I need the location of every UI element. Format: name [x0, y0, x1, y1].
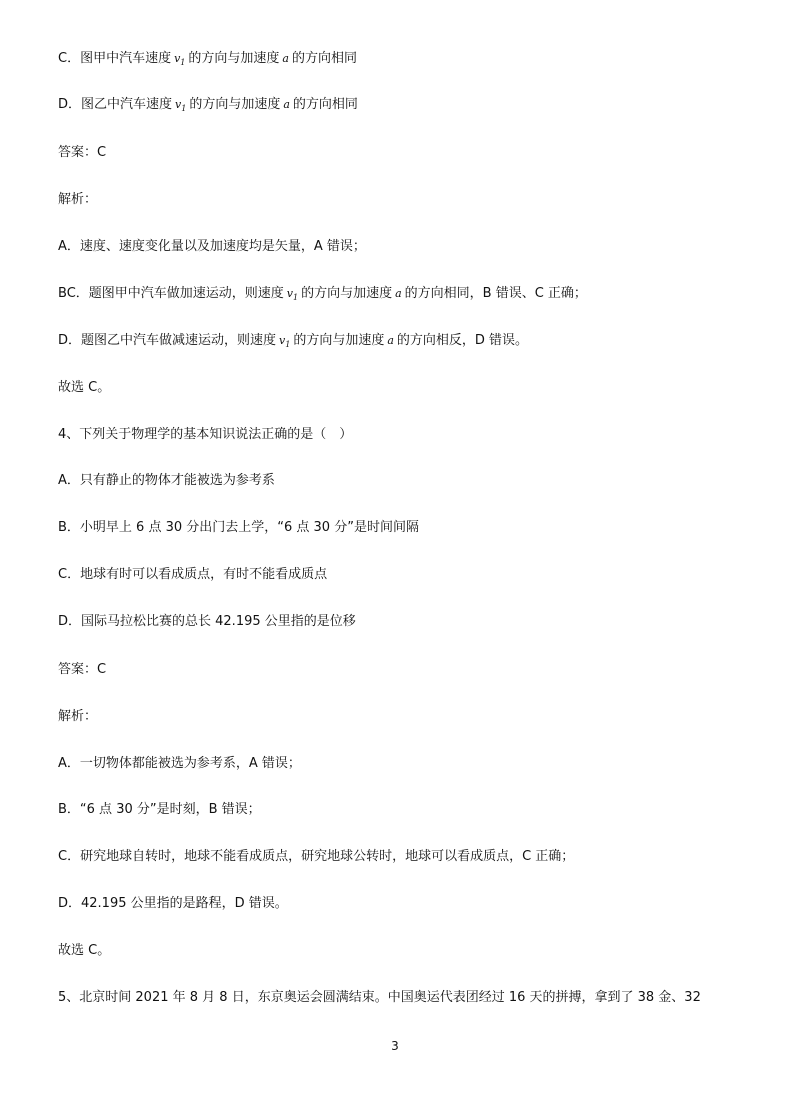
q4-option-b: B．小明早上 6 点 30 分出门去上学，“6 点 30 分”是时间间隔 [58, 520, 419, 535]
q3-analysis-a: A．速度、速度变化量以及加速度均是矢量，A 错误； [58, 239, 366, 254]
q3-option-d-text-2: 的方向与加速度 [189, 97, 281, 112]
variable-v1 [171, 52, 188, 68]
q3-analysis-bc [58, 285, 587, 307]
q3-option-c-text-3: 的方向相同 [291, 51, 357, 66]
variable-v: v [174, 52, 181, 65]
q5-stem: 5、北京时间 2021 年 8 月 8 日，东京奥运会圆满结束。中国奥运代表团经过 16 天的拼搏，拿到了 38 金、32 [58, 990, 701, 1005]
q3-analysis-bc-text-1: BC．题图甲中汽车做加速运动，则速度 [58, 286, 284, 301]
variable-subscript: 1 [293, 293, 299, 303]
variable-subscript: 1 [285, 340, 291, 350]
q4-stem: 4、下列关于物理学的基本知识说法正确的是（ ） [58, 427, 353, 442]
variable-v: v [286, 287, 293, 300]
q3-analysis-bc-text-3: 的方向相同，B 错误、C 正确； [404, 286, 587, 301]
variable-a: a [282, 52, 289, 65]
q3-answer: 答案：C [58, 145, 107, 160]
variable-a: a [283, 98, 290, 111]
q3-option-d-text-1: D．图乙中汽车速度 [58, 97, 173, 112]
variable-subscript: 1 [181, 104, 187, 114]
q4-analysis-b: B．“6 点 30 分”是时刻，B 错误； [58, 802, 261, 817]
q4-analysis-d: D．42.195 公里指的是路程，D 错误。 [58, 896, 288, 911]
q4-option-c: C．地球有时可以看成质点，有时不能看成质点 [58, 567, 328, 582]
q3-option-c [58, 50, 357, 72]
q4-option-d: D．国际马拉松比赛的总长 42.195 公里指的是位移 [58, 614, 356, 629]
q4-analysis-label: 解析： [58, 709, 98, 724]
variable-v1 [276, 334, 293, 350]
variable-v: v [279, 334, 286, 347]
variable-v1 [172, 98, 189, 114]
variable-subscript: 1 [180, 58, 186, 68]
q3-conclusion: 故选 C。 [58, 380, 111, 395]
q3-analysis-d-text-2: 的方向与加速度 [293, 333, 385, 348]
q3-analysis-d-text-3: 的方向相反，D 错误。 [396, 333, 529, 348]
q4-conclusion: 故选 C。 [58, 943, 111, 958]
q3-analysis-bc-text-2: 的方向与加速度 [301, 286, 393, 301]
q3-option-c-text-2: 的方向与加速度 [188, 51, 280, 66]
q3-option-d-text-3: 的方向相同 [292, 97, 358, 112]
q3-analysis-d [58, 332, 528, 354]
variable-a: a [395, 287, 402, 300]
q4-analysis-c: C．研究地球自转时，地球不能看成质点，研究地球公转时，地球可以看成质点，C 正确； [58, 849, 575, 864]
q3-option-c-text-1: C．图甲中汽车速度 [58, 51, 172, 66]
q3-analysis-label: 解析： [58, 192, 98, 207]
q3-option-d [58, 96, 358, 118]
q4-analysis-a: A．一切物体都能被选为参考系，A 错误； [58, 756, 301, 771]
page-number: 3 [391, 1039, 399, 1053]
variable-a: a [387, 334, 394, 347]
variable-v: v [175, 98, 182, 111]
q4-option-a: A．只有静止的物体才能被选为参考系 [58, 473, 275, 488]
q4-answer: 答案：C [58, 662, 107, 677]
q3-analysis-d-text-1: D．题图乙中汽车做减速运动，则速度 [58, 333, 277, 348]
variable-v1 [284, 287, 301, 303]
